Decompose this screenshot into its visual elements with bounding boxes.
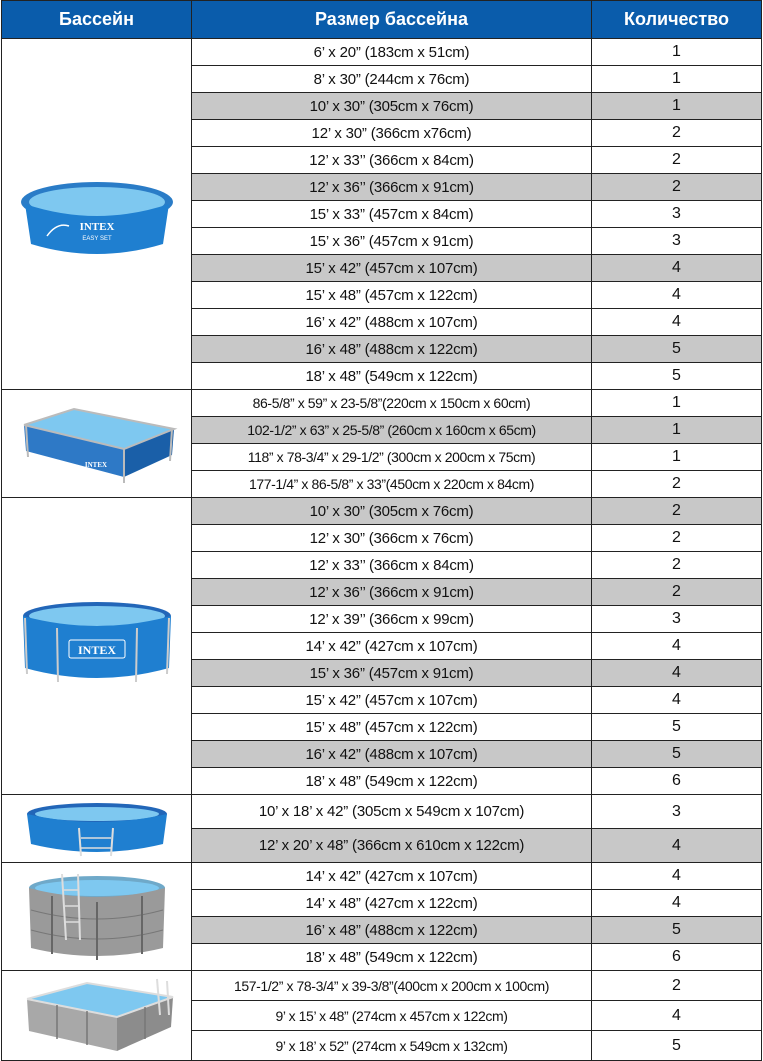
table-row (2, 498, 762, 525)
header-pool: Бассейн (2, 1, 192, 39)
pool-size-cell: 12’ x 30” (366cm x 76cm) (192, 525, 592, 552)
pool-quantity-cell: 3 (592, 201, 762, 228)
pool-size-cell: 14’ x 42” (427cm x 107cm) (192, 633, 592, 660)
pool-size-cell: 15’ x 42” (457cm x 107cm) (192, 687, 592, 714)
table-row (2, 390, 762, 417)
pool-size-cell: 118” x 78-3/4” x 29-1/2” (300cm x 200cm x 75cm) (192, 444, 592, 471)
pool-size-table (1, 0, 762, 1061)
pool-size-cell: 9’ x 18’ x 52” (274cm x 549cm x 132cm) (192, 1031, 592, 1061)
pool-size-cell: 16’ x 48” (488cm x 122cm) (192, 917, 592, 944)
pool-size-cell: 157-1/2” x 78-3/4” x 39-3/8”(400cm x 200cm x 100cm) (192, 971, 592, 1001)
pool-size-cell: 18’ x 48” (549cm x 122cm) (192, 363, 592, 390)
pool-image-cell (2, 795, 192, 863)
pool-quantity-cell: 2 (592, 147, 762, 174)
pool-size-cell: 16’ x 42” (488cm x 107cm) (192, 309, 592, 336)
metal-frame-pool-image (17, 596, 177, 696)
pool-quantity-cell: 4 (592, 863, 762, 890)
pool-size-cell: 16’ x 48” (488cm x 122cm) (192, 336, 592, 363)
pool-size-cell: 12’ x 36’’ (366cm x 91cm) (192, 174, 592, 201)
table-row (2, 39, 762, 66)
pool-image-cell (2, 498, 192, 795)
svg-text:INTEX: INTEX (84, 460, 108, 469)
ultra-frame-rectangular-pool-image (17, 975, 177, 1057)
pool-size-cell: 15’ x 36” (457cm x 91cm) (192, 660, 592, 687)
pool-size-cell: 86-5/8” x 59” x 23-5/8”(220cm x 150cm x 60cm) (192, 390, 592, 417)
pool-size-cell: 15’ x 33” (457cm x 84cm) (192, 201, 592, 228)
pool-quantity-cell: 5 (592, 1031, 762, 1061)
pool-quantity-cell: 6 (592, 768, 762, 795)
svg-text:INTEX: INTEX (77, 643, 116, 657)
pool-image-cell (2, 971, 192, 1061)
pool-size-cell: 14’ x 42” (427cm x 107cm) (192, 863, 592, 890)
pool-quantity-cell: 2 (592, 971, 762, 1001)
pool-quantity-cell: 1 (592, 66, 762, 93)
pool-size-cell: 12’ x 20’ x 48” (366cm x 610cm x 122cm) (192, 829, 592, 863)
pool-quantity-cell: 4 (592, 829, 762, 863)
pool-quantity-cell: 2 (592, 120, 762, 147)
pool-size-cell: 10’ x 18’ x 42” (305cm x 549cm x 107cm) (192, 795, 592, 829)
header-quantity: Количество (592, 1, 762, 39)
pool-quantity-cell: 1 (592, 93, 762, 120)
pool-quantity-cell: 4 (592, 633, 762, 660)
pool-quantity-cell: 1 (592, 390, 762, 417)
pool-quantity-cell: 2 (592, 525, 762, 552)
table-row (2, 795, 762, 829)
table-body (2, 39, 762, 1061)
pool-quantity-cell: 4 (592, 282, 762, 309)
pool-quantity-cell: 5 (592, 917, 762, 944)
pool-size-cell: 18’ x 48” (549cm x 122cm) (192, 768, 592, 795)
pool-size-cell: 12’ x 30” (366cm x76cm) (192, 120, 592, 147)
pool-quantity-cell: 1 (592, 444, 762, 471)
pool-size-cell: 16’ x 42” (488cm x 107cm) (192, 741, 592, 768)
pool-size-cell: 6’ x 20” (183cm x 51cm) (192, 39, 592, 66)
pool-quantity-cell: 5 (592, 741, 762, 768)
pool-quantity-cell: 2 (592, 471, 762, 498)
pool-quantity-cell: 4 (592, 890, 762, 917)
easy-set-pool-image (17, 166, 177, 262)
pool-image-cell (2, 863, 192, 971)
table-row (2, 863, 762, 890)
pool-quantity-cell: 2 (592, 579, 762, 606)
pool-size-cell: 12’ x 33’’ (366cm x 84cm) (192, 552, 592, 579)
pool-image-cell (2, 39, 192, 390)
pool-size-cell: 12’ x 33’’ (366cm x 84cm) (192, 147, 592, 174)
pool-image-cell (2, 390, 192, 498)
pool-size-cell: 8’ x 30” (244cm x 76cm) (192, 66, 592, 93)
pool-quantity-cell: 3 (592, 228, 762, 255)
header-size: Размер бассейна (192, 1, 592, 39)
pool-quantity-cell: 4 (592, 660, 762, 687)
oval-frame-pool-image (17, 798, 177, 860)
pool-size-cell: 15’ x 42” (457cm x 107cm) (192, 255, 592, 282)
pool-size-cell: 102-1/2” x 63” x 25-5/8” (260cm x 160cm x 65cm) (192, 417, 592, 444)
pool-size-cell: 177-1/4” x 86-5/8” x 33”(450cm x 220cm x 84cm) (192, 471, 592, 498)
pool-quantity-cell: 5 (592, 714, 762, 741)
pool-size-cell: 15’ x 48” (457cm x 122cm) (192, 282, 592, 309)
pool-size-cell: 10’ x 30” (305cm x 76cm) (192, 498, 592, 525)
pool-quantity-cell: 2 (592, 498, 762, 525)
pool-quantity-cell: 1 (592, 417, 762, 444)
ultra-frame-round-pool-image (22, 870, 172, 964)
pool-size-cell: 14’ x 48” (427cm x 122cm) (192, 890, 592, 917)
pool-quantity-cell: 5 (592, 363, 762, 390)
svg-text:EASY SET: EASY SET (81, 236, 112, 242)
svg-text:INTEX: INTEX (79, 221, 114, 233)
pool-size-cell: 18’ x 48” (549cm x 122cm) (192, 944, 592, 971)
pool-quantity-cell: 2 (592, 174, 762, 201)
pool-quantity-cell: 3 (592, 606, 762, 633)
pool-quantity-cell: 4 (592, 687, 762, 714)
pool-quantity-cell: 2 (592, 552, 762, 579)
pool-size-cell: 9’ x 15’ x 48” (274cm x 457cm x 122cm) (192, 1001, 592, 1031)
rectangular-frame-pool-image (14, 399, 179, 489)
pool-size-cell: 10’ x 30” (305cm x 76cm) (192, 93, 592, 120)
pool-quantity-cell: 3 (592, 795, 762, 829)
pool-size-cell: 12’ x 36’’ (366cm x 91cm) (192, 579, 592, 606)
table-row (2, 971, 762, 1001)
pool-quantity-cell: 5 (592, 336, 762, 363)
pool-quantity-cell: 4 (592, 255, 762, 282)
pool-size-cell: 12’ x 39’’ (366cm x 99cm) (192, 606, 592, 633)
pool-quantity-cell: 6 (592, 944, 762, 971)
pool-quantity-cell: 4 (592, 309, 762, 336)
pool-size-cell: 15’ x 48” (457cm x 122cm) (192, 714, 592, 741)
pool-quantity-cell: 4 (592, 1001, 762, 1031)
table-header-row (2, 1, 762, 39)
pool-size-cell: 15’ x 36” (457cm x 91cm) (192, 228, 592, 255)
pool-quantity-cell: 1 (592, 39, 762, 66)
